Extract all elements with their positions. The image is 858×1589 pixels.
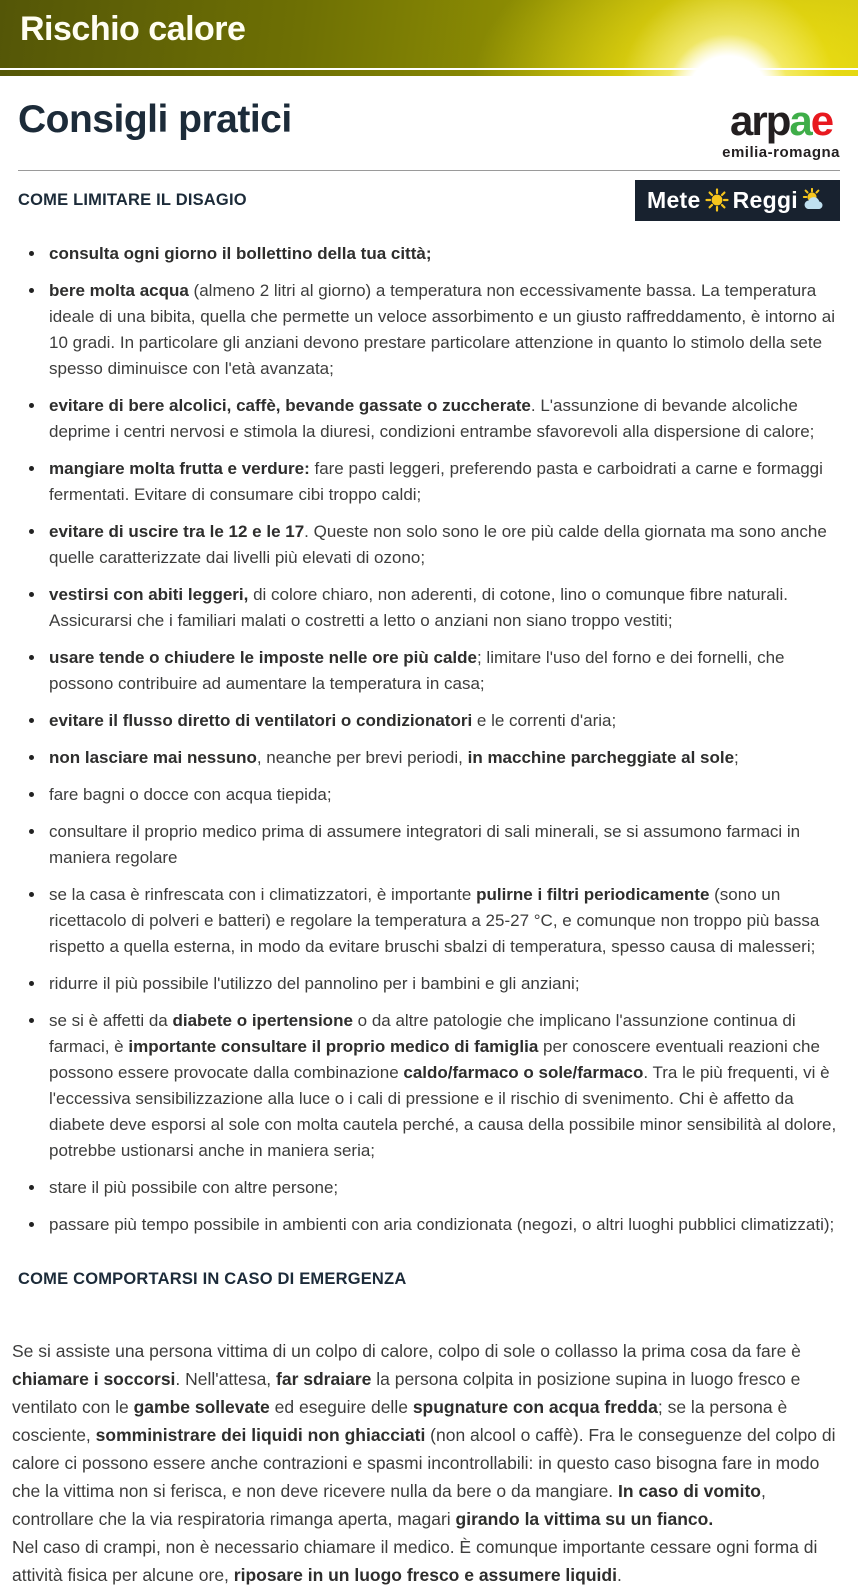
- advice-item: • evitare il flusso diretto di ventilatori o condizionatori e le correnti d'aria;: [46, 708, 840, 734]
- advice-item: • se si è affetti da diabete o ipertensione o da altre patologie che implicano l'assunzione continua di farmaci, è importante consultare il proprio medico di famiglia per conoscere eventuali reazioni che possono essere provocate dalla combinazione caldo/farmaco o sole/farmaco. Tra le più frequenti, vi è l'eccessiva sensibilizzazione alla luce o i cali di pressione e il rischio di svenimento. Chi è affetto da diabete deve esporsi al sole con molta cautela perché, a causa della possibile minor sensibilità al dolore, potrebbe ustionarsi anche in maniera seria;: [46, 1008, 840, 1164]
- arpae-subtitle: emilia-romagna: [722, 144, 840, 161]
- section-heading-emergency: COME COMPORTARSI IN CASO DI EMERGENZA: [18, 1270, 407, 1288]
- page-banner: [0, 0, 858, 76]
- emergency-paragraph: Nel caso di crampi, non è necessario chiamare il medico. È comunque importante cessare ogni forma di attività fisica per alcune ore, riposare in un luogo fresco e assumere liquidi.: [12, 1537, 818, 1585]
- main-content: [0, 98, 858, 1589]
- arpae-wordmark: [722, 97, 840, 144]
- arpae-wordmark-red: e: [810, 97, 833, 144]
- advice-item: • ridurre il più possibile l'utilizzo del pannolino per i bambini e gli anziani;: [46, 971, 840, 997]
- advice-item: • passare più tempo possibile in ambienti con aria condizionata (negozi, o altri luoghi pubblici climatizzati);: [46, 1212, 840, 1238]
- advice-item: • stare il più possibile con altre persone;: [46, 1175, 840, 1201]
- advice-item: • vestirsi con abiti leggeri, di colore chiaro, non aderenti, di cotone, lino o comunque fibre naturali. Assicurarsi che i familiari malati o costretti a letto o anziani non siano troppo vestiti;: [46, 582, 840, 634]
- arpae-wordmark-black: arp: [730, 97, 790, 144]
- title-row: [18, 98, 840, 160]
- meteo-reggio-badge[interactable]: [635, 180, 840, 221]
- advice-item: • consultare il proprio medico prima di assumere integratori di sali minerali, se si assumono farmaci in maniera regolare: [46, 819, 840, 871]
- page-title: Consigli pratici: [18, 98, 292, 141]
- section-heading-limit: COME LIMITARE IL DISAGIO: [18, 190, 247, 209]
- emergency-paragraph: Se si assiste una persona vittima di un colpo di calore, colpo di sole o collasso la prima cosa da fare è chiamare i soccorsi. Nell'attesa, far sdraiare la persona colpita in posizione supina in luogo fresco e ventilato con le gambe sollevate ed eseguire delle spugnature con acqua fredda; se la persona è cosciente, somministrare dei liquidi non ghiacciati (non alcool o caffè). Fra le conseguenze del colpo di calore ci possono essere anche contrazioni e spasmi incontrollabili: in questo caso bisogna fare in modo che la vittima non si ferisca, e non deve ricevere nulla da bere o da mangiare. In caso di vomito, controllare che la via respiratoria rimanga aperta, magari girando la vittima su un fianco.: [12, 1341, 836, 1529]
- sun-cloud-icon: [798, 188, 832, 212]
- title-divider: [18, 170, 840, 171]
- advice-item: • usare tende o chiudere le imposte nelle ore più calde; limitare l'uso del forno e dei fornelli, che possono contribuire ad aumentare la temperatura in casa;: [46, 645, 840, 697]
- advice-item: • consulta ogni giorno il bollettino della tua città;: [46, 241, 840, 267]
- meteo-badge-text-2: Reggi: [732, 186, 798, 213]
- arpae-wordmark-green: a: [789, 97, 811, 144]
- emergency-paragraphs: [12, 1337, 840, 1589]
- arpae-logo[interactable]: [722, 97, 840, 161]
- advice-item: • non lasciare mai nessuno, neanche per brevi periodi, in macchine parcheggiate al sole;: [46, 745, 840, 771]
- section-row: [18, 179, 840, 221]
- advice-item: • mangiare molta frutta e verdure: fare pasti leggeri, preferendo pasta e carboidrati a carne e formaggi fermentati. Evitare di consumare cibi troppo caldi;: [46, 456, 840, 508]
- advice-item: • fare bagni o docce con acqua tiepida;: [46, 782, 840, 808]
- advice-item: • evitare di bere alcolici, caffè, bevande gassate o zuccherate. L'assunzione di bevande alcoliche deprime i centri nervosi e stimola la diuresi, condizioni entrambe sfavorevoli alla dispersione di calore;: [46, 393, 840, 445]
- advice-item: • evitare di uscire tra le 12 e le 17. Queste non solo sono le ore più calde della giornata ma sono anche quelle caratterizzate dai livelli più elevati di ozono;: [46, 519, 840, 571]
- advice-item: • bere molta acqua (almeno 2 litri al giorno) a temperatura non eccessivamente bassa. La temperatura ideale di una bibita, quella che permette un veloce assorbimento e un giusto raffreddamento, è intorno ai 10 gradi. In particolare gli anziani devono prestare particolare attenzione in quanto lo stimolo della sete spesso diminuisce con l'età avanzata;: [46, 278, 840, 382]
- advice-item: • se la casa è rinfrescata con i climatizzatori, è importante pulirne i filtri periodicamente (sono un ricettacolo di polveri e batteri) e regolare la temperatura a 25-27 °C, e comunque non troppo più bassa rispetto a quella esterna, in modo da evitare bruschi sbalzi di temperatura, spesso causa di malesseri;: [46, 882, 840, 960]
- advice-list: [18, 241, 840, 1238]
- banner-divider: [0, 68, 858, 70]
- banner-title: Rischio calore: [20, 10, 246, 48]
- meteo-badge-text-1: Mete: [647, 186, 701, 213]
- sun-icon: [701, 188, 733, 212]
